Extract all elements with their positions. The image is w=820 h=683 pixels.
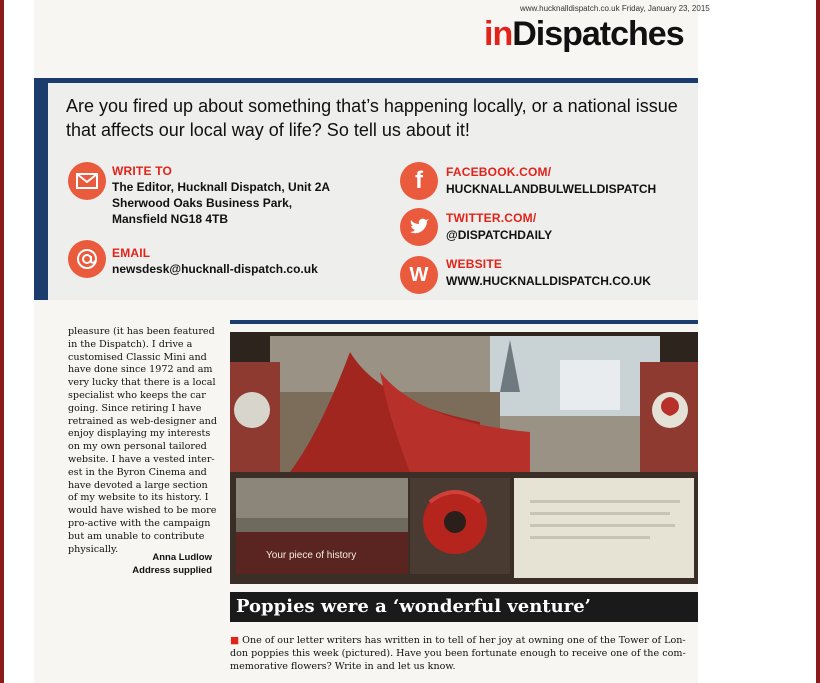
box-caption-text: Your piece of history bbox=[266, 550, 357, 561]
address-line-2: Sherwood Oaks Business Park, bbox=[112, 196, 293, 210]
letter-line: would have wished to be more bbox=[68, 505, 217, 517]
letter-line: going. Since retiring I have bbox=[68, 402, 202, 414]
facebook-label: FACEBOOK.COM/ bbox=[446, 165, 552, 179]
masthead-url-date: www.hucknalldispatch.co.uk Friday, January 23, 2015 bbox=[520, 4, 710, 13]
photo-top-rule bbox=[230, 320, 698, 324]
envelope-icon bbox=[68, 162, 106, 200]
write-to-label: WRITE TO bbox=[112, 164, 173, 178]
website-label: WEBSITE bbox=[446, 257, 503, 271]
email-label: EMAIL bbox=[112, 246, 151, 260]
poppy-photo bbox=[230, 332, 698, 584]
letter-body bbox=[68, 326, 218, 556]
letter-line: physically. bbox=[68, 543, 119, 555]
standfirst-line-2: don poppies this week (pictured). Have you been fortunate enough to receive one of the com- bbox=[230, 648, 686, 659]
letter-line: but am unable to contribute bbox=[68, 530, 205, 542]
address-line-3: Mansfield NG18 4TB bbox=[112, 212, 229, 226]
banner-headline: Are you fired up about something that’s happening locally, or a national issue that affects our local way of life? So tell us about it! bbox=[66, 96, 678, 140]
indispatches-logo bbox=[484, 14, 684, 54]
letter-line: pleasure (it has been featured bbox=[68, 326, 215, 337]
letter-line: pro-active with the campaign bbox=[68, 517, 211, 529]
logo-in: in bbox=[484, 15, 513, 53]
standfirst-line-3: memorative flowers? Write in and let us know. bbox=[230, 661, 456, 672]
letter-line: have devoted a large section bbox=[68, 479, 208, 491]
letter-line: est in the Byron Cinema and bbox=[68, 466, 207, 478]
logo-dispatches: Dispatches bbox=[512, 15, 684, 53]
write-to-address bbox=[112, 179, 330, 227]
twitter-label: TWITTER.COM/ bbox=[446, 211, 537, 225]
at-icon bbox=[68, 240, 106, 278]
letter-author: Anna Ludlow bbox=[152, 552, 212, 563]
letter-line: enjoy displaying my interests bbox=[68, 428, 211, 440]
letter-line: customised Classic Mini and bbox=[68, 351, 207, 363]
letter-address: Address supplied bbox=[132, 565, 212, 576]
twitter-icon bbox=[400, 208, 438, 246]
bullet-icon: ■ bbox=[230, 635, 243, 646]
letter-line: of my website to its history. I bbox=[68, 492, 209, 504]
standfirst-text: One of our letter writers has written in to tell of her joy at owning one of the Tower of Lon- bbox=[242, 635, 686, 646]
letter-line: in the Dispatch). I drive a bbox=[68, 338, 193, 350]
website-icon: W bbox=[400, 256, 438, 294]
twitter-handle[interactable]: @DISPATCHDAILY bbox=[446, 228, 553, 242]
letter-line: specialist who keeps the car bbox=[68, 389, 206, 401]
letter-line: on my own personal tailored bbox=[68, 441, 207, 453]
banner-left-rule bbox=[34, 78, 48, 300]
facebook-icon: f bbox=[400, 162, 438, 200]
address-line-1: The Editor, Hucknall Dispatch, Unit 2A bbox=[112, 180, 331, 194]
email-address[interactable]: newsdesk@hucknall-dispatch.co.uk bbox=[112, 262, 318, 276]
website-url[interactable]: WWW.HUCKNALLDISPATCH.CO.UK bbox=[446, 274, 651, 288]
letter-line: retrained as web-designer and bbox=[68, 415, 217, 427]
left-frame-border bbox=[0, 0, 4, 683]
letter-line: very lucky that there is a local bbox=[68, 377, 216, 389]
story-title: Poppies were a ‘wonderful venture’ bbox=[236, 596, 591, 617]
letter-line: website. I have a vested inter- bbox=[68, 453, 215, 465]
right-frame-border bbox=[816, 0, 820, 683]
facebook-handle[interactable]: HUCKNALLANDBULWELLDISPATCH bbox=[446, 182, 657, 196]
letter-line: have done since 1972 and am bbox=[68, 364, 213, 376]
standfirst-line-1 bbox=[230, 634, 700, 647]
story-standfirst bbox=[230, 634, 700, 673]
